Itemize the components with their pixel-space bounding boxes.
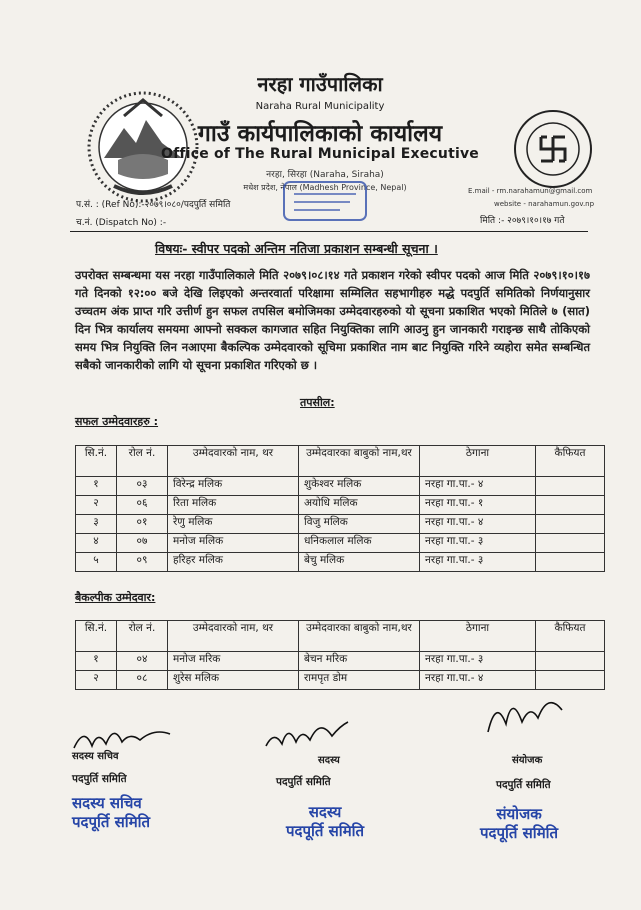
office-name-en: Office of The Rural Municipal Executive bbox=[161, 146, 479, 162]
seal-line-1: सदस्य bbox=[308, 803, 342, 821]
alternate-candidates-table bbox=[75, 620, 605, 690]
cell-address: नरहा गा.पा.- ४ bbox=[420, 477, 536, 496]
dispatch-number: च.नं. (Dispatch No) :- bbox=[76, 218, 167, 228]
cell-address: नरहा गा.पा.- ४ bbox=[420, 515, 536, 534]
cell-father: विजु मलिक bbox=[299, 515, 420, 534]
header-roll: रोल नं. bbox=[117, 621, 168, 652]
cell-address: नरहा गा.पा.- ३ bbox=[420, 553, 536, 572]
address-line-2: मधेश प्रदेश, नेपाल (Madhesh Province, Nepal) bbox=[243, 183, 407, 192]
seal-member bbox=[286, 803, 364, 841]
cell-father: धनिकलाल मलिक bbox=[299, 534, 420, 553]
cell-father: रामपृत डोम bbox=[299, 671, 420, 690]
cell-father: अयोधि मलिक bbox=[299, 496, 420, 515]
cell-name: हरिहर मलिक bbox=[168, 553, 299, 572]
cell-address: नरहा गा.पा.- ३ bbox=[420, 652, 536, 671]
cell-name: रेणु मलिक bbox=[168, 515, 299, 534]
committee-label-2: पदपुर्ति समिति bbox=[276, 776, 331, 788]
cell-remarks bbox=[536, 477, 605, 496]
cell-address: नरहा गा.पा.- १ bbox=[420, 496, 536, 515]
cell-name: विरेन्द्र मलिक bbox=[168, 477, 299, 496]
header-remarks: कैफियत bbox=[536, 621, 605, 652]
cell-remarks bbox=[536, 496, 605, 515]
header-name: उम्मेदवारको नाम, थर bbox=[168, 621, 299, 652]
header-divider bbox=[70, 231, 588, 232]
signature-member-icon bbox=[262, 716, 352, 754]
role-coordinator: संयोजक bbox=[512, 755, 543, 766]
cell-sn: ४ bbox=[76, 534, 117, 553]
municipality-name-np: नरहा गाउँपालिका bbox=[257, 72, 383, 96]
cell-remarks bbox=[536, 652, 605, 671]
cell-roll: ०६ bbox=[117, 496, 168, 515]
cell-roll: ०८ bbox=[117, 671, 168, 690]
cell-name: रिता मलिक bbox=[168, 496, 299, 515]
table-header-row bbox=[76, 446, 605, 477]
cell-roll: ०७ bbox=[117, 534, 168, 553]
cell-remarks bbox=[536, 553, 605, 572]
committee-label-3: पदपुर्ति समिति bbox=[496, 779, 551, 791]
seal-line-1: सदस्य सचिव bbox=[72, 794, 142, 812]
cell-sn: २ bbox=[76, 671, 117, 690]
cell-father: बेचु मलिक bbox=[299, 553, 420, 572]
details-heading: तपसील: bbox=[300, 396, 335, 409]
table-row bbox=[76, 496, 605, 515]
table-row bbox=[76, 553, 605, 572]
header-remarks: कैफियत bbox=[536, 446, 605, 477]
cell-father: शुकेश्वर मलिक bbox=[299, 477, 420, 496]
header-roll: रोल नं. bbox=[117, 446, 168, 477]
table-row bbox=[76, 477, 605, 496]
municipality-name-en: Naraha Rural Municipality bbox=[255, 101, 385, 112]
table-header-row bbox=[76, 621, 605, 652]
address-line-1: नरहा, सिरहा (Naraha, Siraha) bbox=[266, 170, 384, 180]
cell-name: शुरेस मलिक bbox=[168, 671, 299, 690]
header-address: ठेगाना bbox=[420, 446, 536, 477]
seal-line-2: पदपूर्ति समिति bbox=[480, 824, 559, 842]
office-stamp-icon bbox=[280, 178, 370, 224]
alternate-candidates-caption: बैकल्पीक उम्मेदवार: bbox=[75, 591, 156, 604]
office-name-np: गाउँ कार्यपालिकाको कार्यालय bbox=[197, 121, 443, 147]
cell-roll: ०४ bbox=[117, 652, 168, 671]
header-name: उम्मेदवारको नाम, थर bbox=[168, 446, 299, 477]
committee-label-1: पदपुर्ति समिति bbox=[72, 773, 127, 785]
cell-remarks bbox=[536, 671, 605, 690]
table-row bbox=[76, 534, 605, 553]
seal-line-1: संयोजक bbox=[496, 805, 542, 823]
seal-line-2: पदपूर्ति समिति bbox=[286, 822, 365, 840]
cell-name: मनोज मरिक bbox=[168, 652, 299, 671]
header-sn: सि.नं. bbox=[76, 621, 117, 652]
role-member: सदस्य bbox=[318, 755, 340, 766]
header-address: ठेगाना bbox=[420, 621, 536, 652]
signature-coordinator-icon bbox=[478, 688, 568, 740]
cell-remarks bbox=[536, 534, 605, 553]
header-father: उम्मेदवारका बाबुको नाम,थर bbox=[299, 621, 420, 652]
seal-line-2: पदपूर्ति समिति bbox=[72, 813, 151, 831]
cell-sn: १ bbox=[76, 477, 117, 496]
cell-father: बेचन मरिक bbox=[299, 652, 420, 671]
table-row bbox=[76, 652, 605, 671]
cell-sn: ५ bbox=[76, 553, 117, 572]
table-row bbox=[76, 671, 605, 690]
municipality-seal-icon bbox=[512, 108, 594, 190]
successful-candidates-table bbox=[75, 445, 605, 572]
cell-remarks bbox=[536, 515, 605, 534]
cell-roll: ०३ bbox=[117, 477, 168, 496]
website-address: website - narahamun.gov.np bbox=[494, 200, 595, 208]
cell-roll: ०१ bbox=[117, 515, 168, 534]
header-father: उम्मेदवारका बाबुको नाम,थर bbox=[299, 446, 420, 477]
seal-member-secretary bbox=[72, 794, 150, 832]
cell-roll: ०९ bbox=[117, 553, 168, 572]
seal-coordinator bbox=[480, 805, 558, 843]
subject-line: विषयः- स्वीपर पदको अन्तिम नतिजा प्रकाशन सम्बन्धी सूचना । bbox=[155, 241, 438, 256]
cell-name: मनोज मलिक bbox=[168, 534, 299, 553]
successful-candidates-caption: सफल उम्मेदवारहरु : bbox=[75, 415, 159, 428]
header-sn: सि.नं. bbox=[76, 446, 117, 477]
table-row bbox=[76, 515, 605, 534]
cell-address: नरहा गा.पा.- ४ bbox=[420, 671, 536, 690]
role-member-secretary: सदस्य सचिव bbox=[72, 751, 119, 762]
notice-body: उपरोक्त सम्बन्धमा यस नरहा गाउँपालिकाले मिति २०७९।०८।१४ गते प्रकाशन गरेको स्वीपर पदको आज मिति २०७९।१०।१७ गते दिनको १२:०० बजे देखि लिइएको अन्तरवार्ता परिक्षामा सम्मिलित सहभागीहरु मद्धे पदपुर्ति समितिको निर्णयानुसार उच्चतम अंक प्राप्त गरि उत्तीर्ण हुन सफल तपसिल बमोजिमका उम्मेदवारहरुको यो सूचना प्रकाशित भएको मितिले ७ (सात) दिन भित्र कार्यालय समयमा आफ्नो सक्कल कागजात सहित नियुक्तिका लागि आउनु हुन जानकारी गराइन्छ साथै तोकिएको समय भित्र नियुक्ति लिन नआएमा बैकल्पिक उम्मेदवारको सूचिमा प्रकाशित नाम बाट नियुक्ति गरिने व्यहोरा समेत सम्बन्धित सबैको जानकारीको लागि यो सूचना प्रकाशित गरिएको छ । bbox=[75, 268, 590, 372]
cell-address: नरहा गा.पा.- ३ bbox=[420, 534, 536, 553]
reference-number: प.सं. : (Ref No):-२०७९।०८०/पदपुर्ति समिति bbox=[76, 200, 231, 210]
cell-sn: ३ bbox=[76, 515, 117, 534]
email-address: E.mail - rm.narahamun@gmail.com bbox=[468, 187, 593, 195]
document-date: मिति :- २०७९।१०।१७ गते bbox=[480, 216, 565, 226]
cell-sn: १ bbox=[76, 652, 117, 671]
cell-sn: २ bbox=[76, 496, 117, 515]
